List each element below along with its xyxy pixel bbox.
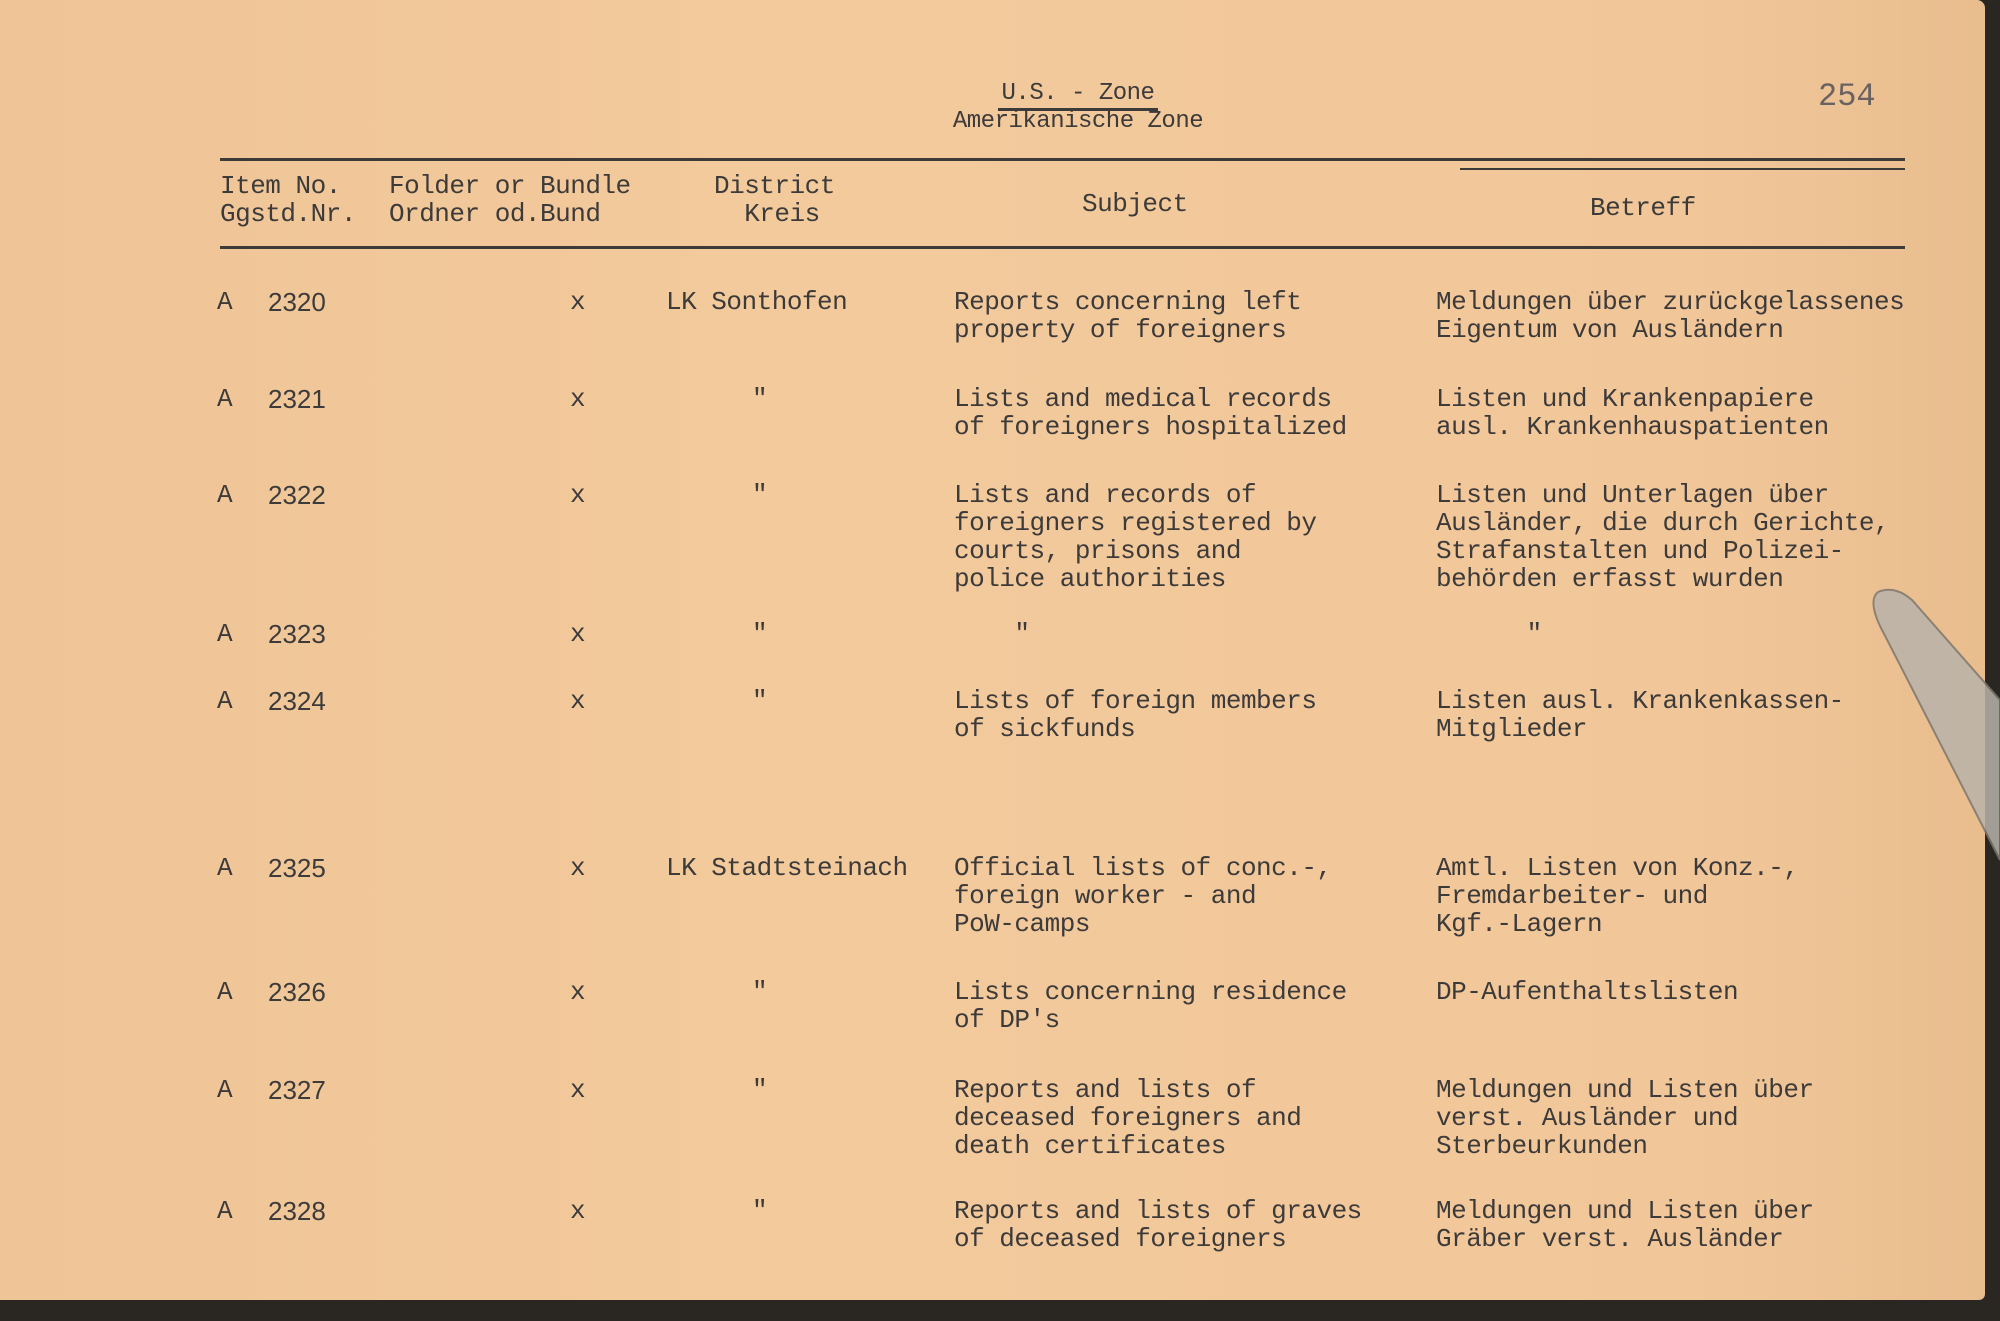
district: " (752, 686, 768, 716)
item-prefix: A (217, 384, 233, 414)
col-header-subject: Subject (1082, 189, 1188, 219)
subject: Reports and lists of deceased foreigners and death certificates (954, 1075, 1302, 1161)
subject: Lists concerning residence of DP's (954, 977, 1347, 1035)
bundle-mark: x (570, 480, 586, 510)
page-number: 254 (1818, 78, 1876, 115)
district: " (752, 384, 768, 414)
bundle-mark: x (570, 853, 586, 883)
subject: Lists of foreign members of sickfunds (954, 686, 1317, 744)
item-number: 2325 (268, 853, 326, 883)
col-header-item: Item No. Ggstd.Nr. (220, 171, 356, 229)
subject: Official lists of conc.-, foreign worker - and PoW-camps (954, 853, 1332, 939)
col-header-folder: Folder or Bundle Ordner od.Bund (389, 171, 631, 229)
item-number: 2328 (268, 1196, 326, 1226)
district: LK Stadtsteinach (666, 853, 908, 883)
item-number: 2327 (268, 1075, 326, 1105)
item-prefix: A (217, 480, 233, 510)
zone-title-de: Amerikanische Zone (952, 108, 1204, 135)
item-number: 2326 (268, 977, 326, 1007)
betreff: Listen und Unterlagen über Ausländer, die durch Gerichte, Strafanstalten und Polizei- behörden erfasst wurden (1436, 480, 1890, 594)
betreff: Meldungen und Listen über Gräber verst. Ausländer (1436, 1196, 1814, 1254)
item-prefix: A (217, 977, 233, 1007)
subject: Lists and medical records of foreigners hospitalized (954, 384, 1347, 442)
bundle-mark: x (570, 686, 586, 716)
bundle-mark: x (570, 1075, 586, 1105)
betreff: Meldungen über zurückgelassenes Eigentum von Ausländern (1436, 287, 1905, 345)
betreff: Meldungen und Listen über verst. Ausländer und Sterbeurkunden (1436, 1075, 1814, 1161)
item-prefix: A (217, 853, 233, 883)
district: " (752, 1196, 768, 1226)
item-number: 2323 (268, 619, 326, 649)
betreff: DP-Aufenthaltslisten (1436, 977, 1739, 1007)
item-number: 2321 (268, 384, 326, 414)
item-prefix: A (217, 619, 233, 649)
betreff: Amtl. Listen von Konz.-, Fremdarbeiter- und Kgf.-Lagern (1436, 853, 1799, 939)
district: LK Sonthofen (666, 287, 848, 317)
subject: Lists and records of foreigners registered by courts, prisons and police authorities (954, 480, 1317, 594)
bundle-mark: x (570, 1196, 586, 1226)
item-number: 2322 (268, 480, 326, 510)
subject: " (954, 619, 1030, 649)
item-prefix: A (217, 686, 233, 716)
bundle-mark: x (570, 384, 586, 414)
bundle-mark: x (570, 977, 586, 1007)
district: " (752, 619, 768, 649)
col-header-betreff: Betreff (1590, 193, 1696, 223)
col-header-district: District Kreis (714, 171, 835, 229)
item-number: 2324 (268, 686, 326, 716)
district: " (752, 1075, 768, 1105)
bundle-mark: x (570, 287, 586, 317)
subject: Reports concerning left property of foreigners (954, 287, 1302, 345)
district: " (752, 977, 768, 1007)
district: " (752, 480, 768, 510)
item-prefix: A (217, 1196, 233, 1226)
subject: Reports and lists of graves of deceased foreigners (954, 1196, 1362, 1254)
bundle-mark: x (570, 619, 586, 649)
item-number: 2320 (268, 287, 326, 317)
item-prefix: A (217, 287, 233, 317)
betreff: " (1436, 619, 1542, 649)
betreff: Listen und Krankenpapiere ausl. Krankenhauspatienten (1436, 384, 1829, 442)
item-prefix: A (217, 1075, 233, 1105)
zone-title-en: U.S. - Zone (0, 80, 2000, 111)
betreff: Listen ausl. Krankenkassen- Mitglieder (1436, 686, 1844, 744)
